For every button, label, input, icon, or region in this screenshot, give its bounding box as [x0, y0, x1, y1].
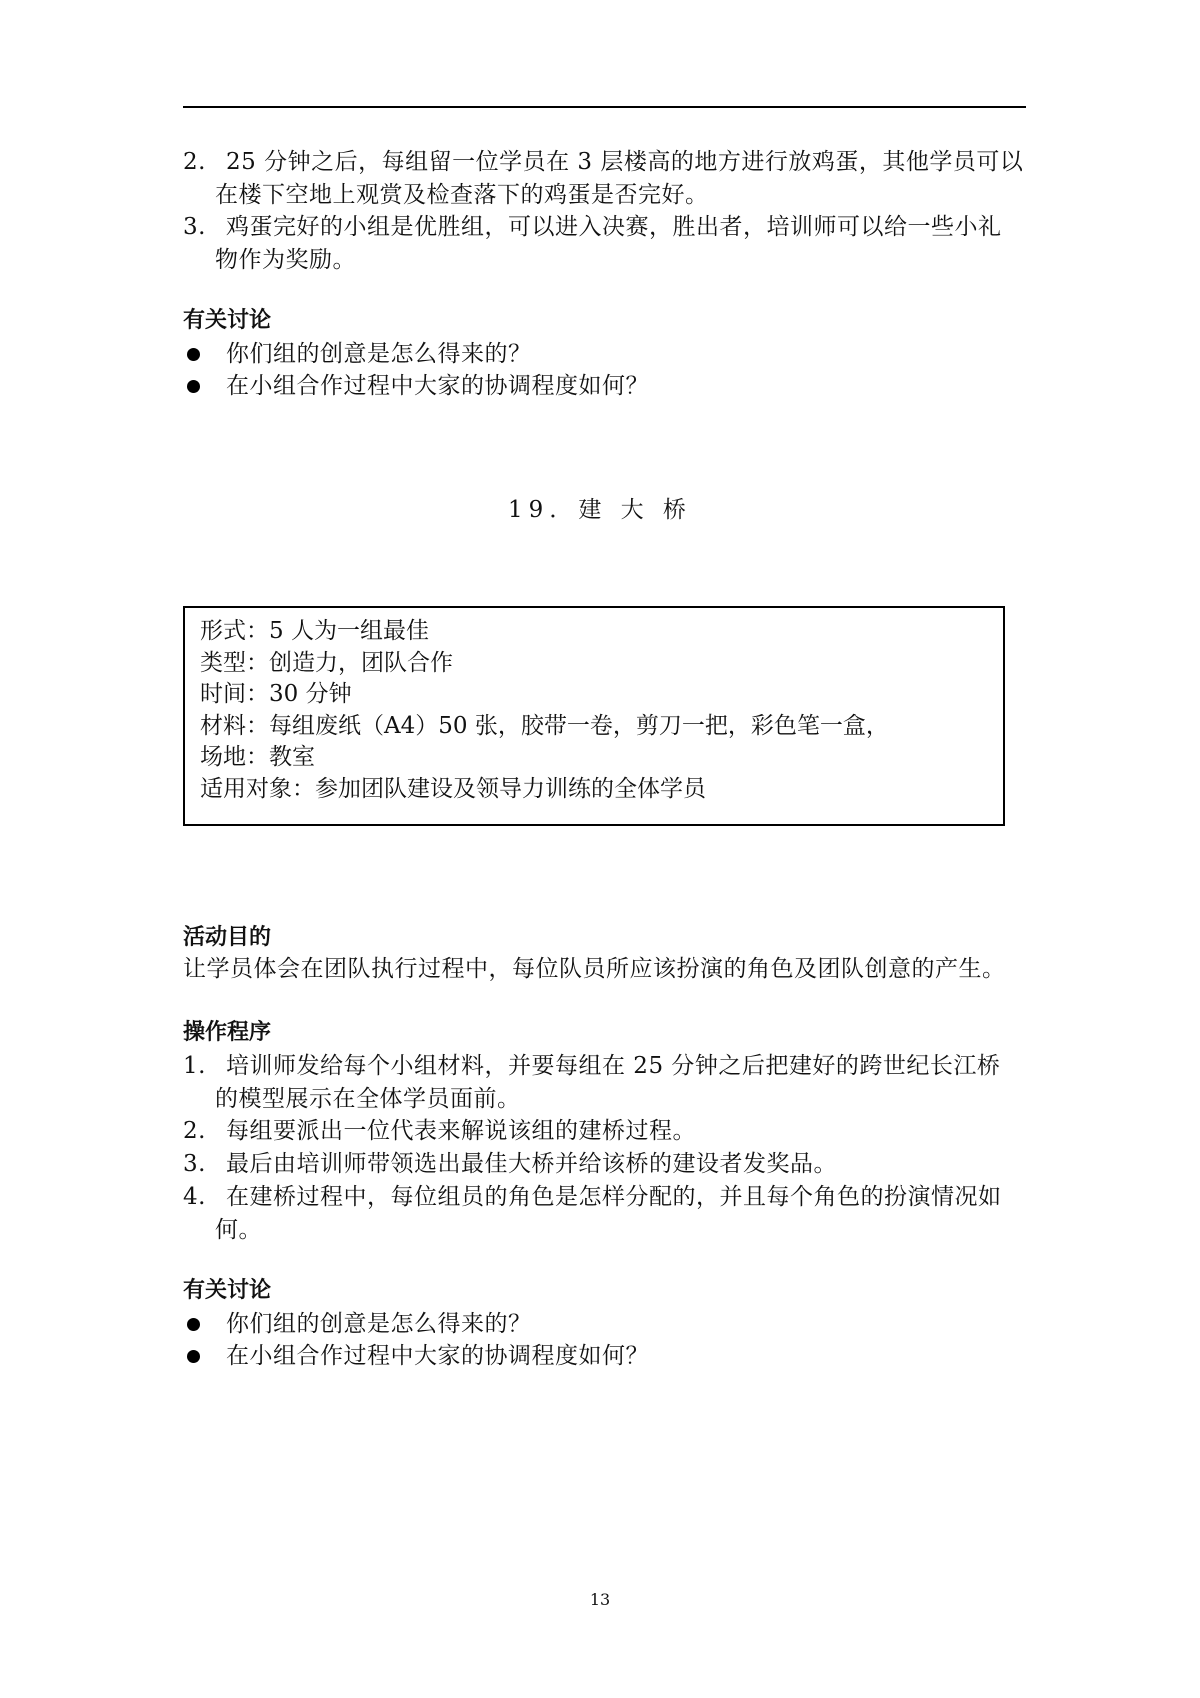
info-row-materials: 材料：每组废纸（A4）50 张，胶带一卷，剪刀一把，彩色笔一盒， — [200, 712, 889, 739]
list-item-line: 何。 — [215, 1217, 262, 1243]
list-item-line: 的模型展示在全体学员面前。 — [215, 1086, 521, 1112]
info-row-audience: 适用对象：参加团队建设及领导力训练的全体学员 — [200, 775, 706, 802]
bullet-dot-icon — [187, 1350, 200, 1363]
list-item-line: 鸡蛋完好的小组是优胜组，可以进入决赛，胜出者，培训师可以给一些小礼 — [226, 214, 1002, 240]
info-row-format: 形式：5 人为一组最佳 — [200, 618, 429, 644]
list-item — [183, 211, 1028, 277]
list-item-line: 培训师发给每个小组材料，并要每组在 25 分钟之后把建好的跨世纪长江桥 — [226, 1053, 1001, 1079]
list-item-number: 2. — [183, 149, 206, 175]
page-number: 13 — [589, 1590, 611, 1609]
bullet-text: 在小组合作过程中大家的协调程度如何？ — [226, 1343, 649, 1369]
purpose-text: 让学员体会在团队执行过程中，每位队员所应该扮演的角色及团队创意的产生。 — [183, 956, 1006, 982]
list-item-line: 在楼下空地上观赏及检查落下的鸡蛋是否完好。 — [215, 182, 709, 208]
list-item — [183, 146, 1028, 212]
bullet-item — [183, 370, 1028, 403]
list-item-line: 物作为奖励。 — [215, 247, 356, 273]
bullet-item — [183, 1308, 1028, 1341]
list-item-line: 最后由培训师带领选出最佳大桥并给该桥的建设者发奖品。 — [226, 1151, 837, 1177]
info-row-type: 类型：创造力，团队合作 — [200, 649, 453, 676]
discussion-heading: 有关讨论 — [183, 1278, 272, 1303]
info-box — [183, 606, 1005, 826]
header-rule — [183, 106, 1026, 108]
purpose-heading: 活动目的 — [183, 925, 272, 950]
info-row-time: 时间：30 分钟 — [200, 681, 352, 707]
list-item — [183, 1181, 1028, 1247]
list-item-line: 在建桥过程中，每位组员的角色是怎样分配的，并且每个角色的扮演情况如 — [226, 1184, 1002, 1210]
bullet-item — [183, 338, 1028, 371]
list-item — [183, 1115, 1028, 1148]
info-row-venue: 场地：教室 — [200, 744, 315, 770]
list-item-number: 1. — [183, 1053, 206, 1079]
bullet-dot-icon — [187, 380, 200, 393]
list-item-line: 25 分钟之后，每组留一位学员在 3 层楼高的地方进行放鸡蛋，其他学员可以 — [226, 149, 1024, 175]
list-item-line: 每组要派出一位代表来解说该组的建桥过程。 — [226, 1118, 696, 1144]
discussion-heading: 有关讨论 — [183, 308, 272, 333]
procedure-heading: 操作程序 — [183, 1020, 272, 1045]
bullet-text: 你们组的创意是怎么得来的？ — [226, 341, 532, 367]
list-item-number: 3. — [183, 1151, 206, 1177]
list-item-number: 3. — [183, 214, 206, 240]
bullet-dot-icon — [187, 348, 200, 361]
bullet-text: 在小组合作过程中大家的协调程度如何？ — [226, 373, 649, 399]
list-item-number: 2. — [183, 1118, 206, 1144]
section-title: 19．建 大 桥 — [508, 497, 692, 523]
list-item — [183, 1148, 1028, 1181]
bullet-dot-icon — [187, 1318, 200, 1331]
bullet-text: 你们组的创意是怎么得来的？ — [226, 1311, 532, 1337]
list-item-number: 4. — [183, 1184, 206, 1210]
list-item — [183, 1050, 1028, 1116]
bullet-item — [183, 1340, 1028, 1373]
